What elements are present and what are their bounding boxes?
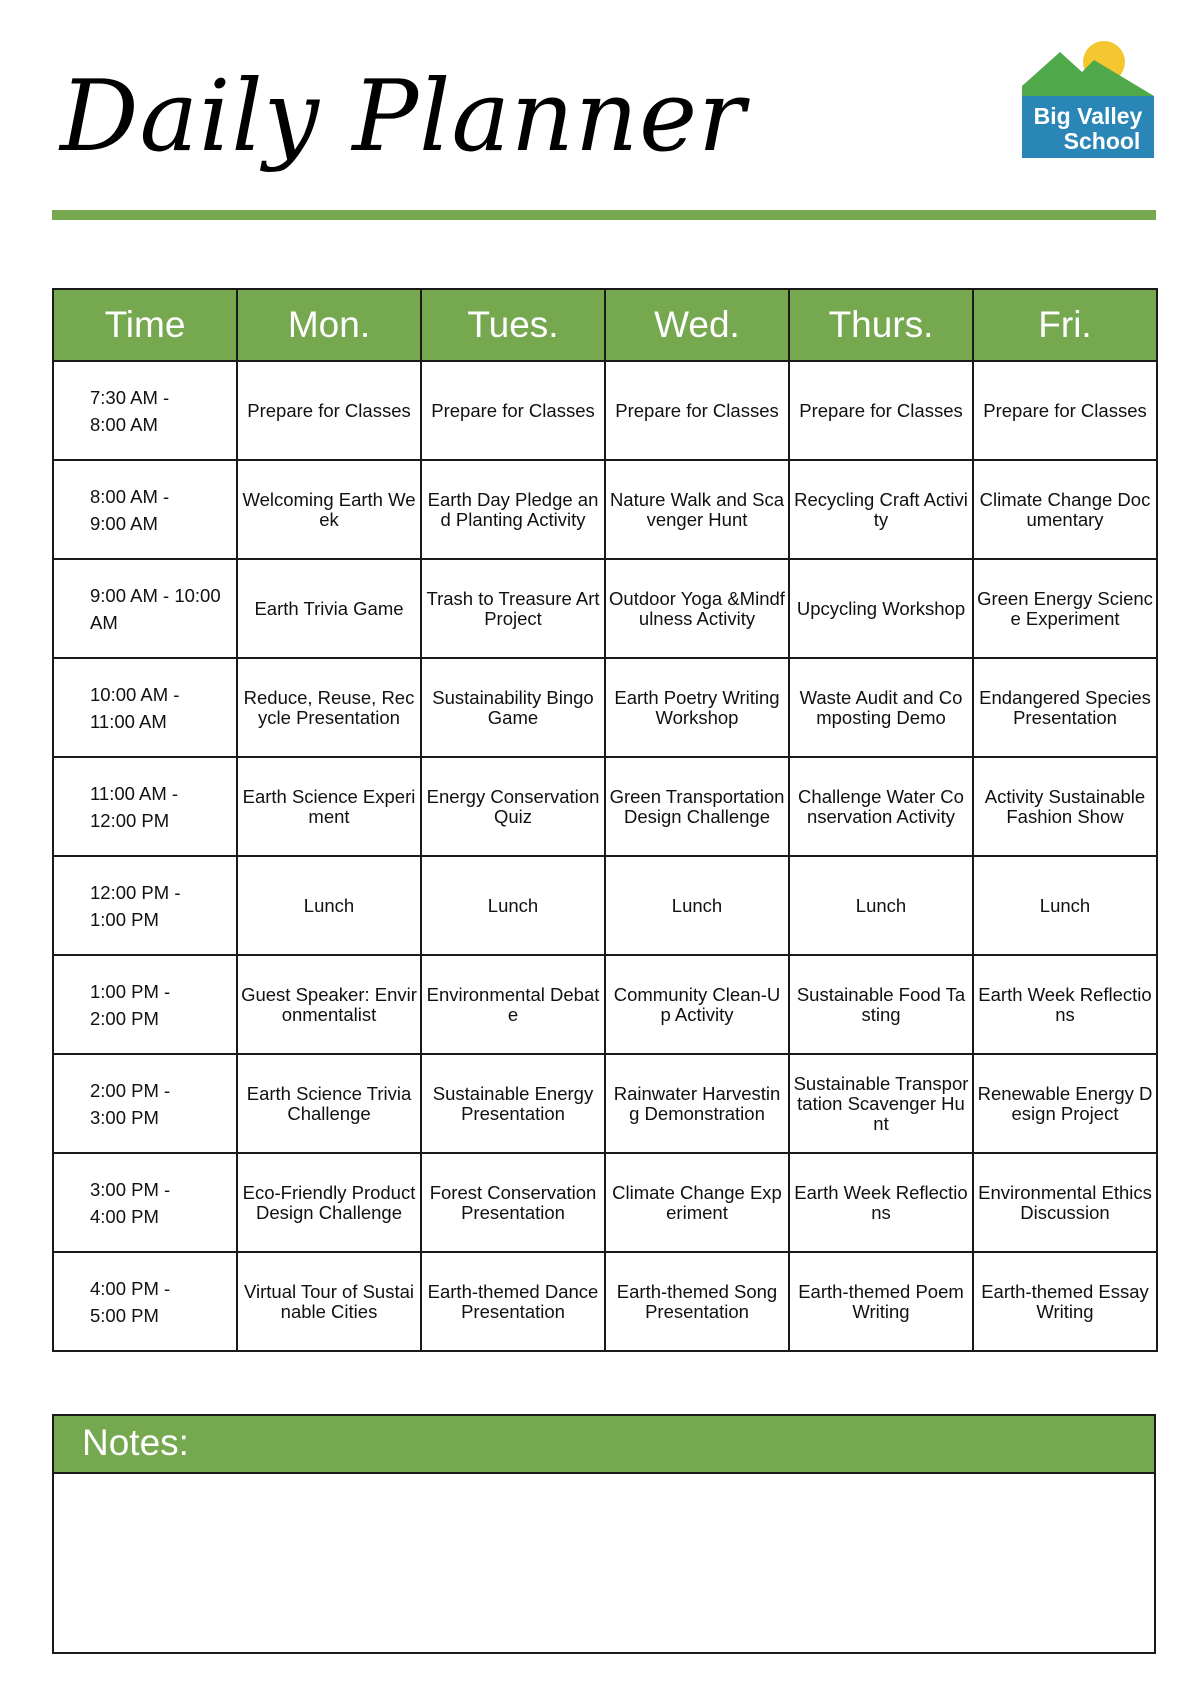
school-logo — [1020, 40, 1156, 158]
time-slot — [53, 757, 237, 856]
activity-cell: Green Energy Science Experiment — [973, 559, 1157, 658]
time-slot — [53, 559, 237, 658]
activity-cell: Lunch — [789, 856, 973, 955]
activity-cell: Earth-themed Song Presentation — [605, 1252, 789, 1351]
time-slot — [53, 658, 237, 757]
time-label: 11:00 AM - — [90, 782, 179, 804]
notes-header — [52, 1414, 1156, 1474]
schedule-row — [53, 460, 1157, 559]
activity-cell: Virtual Tour of Sustainable Cities — [237, 1252, 421, 1351]
activity-cell: Earth-themed Poem Writing — [789, 1252, 973, 1351]
time-slot — [53, 856, 237, 955]
time-label: 1:00 PM - — [90, 980, 171, 1002]
activity-cell: Climate Change Experiment — [605, 1153, 789, 1252]
time-label: 10:00 AM - — [90, 683, 180, 705]
time-slot — [53, 955, 237, 1054]
activity-cell: Eco-Friendly Product Design Challenge — [237, 1153, 421, 1252]
activity-cell: Climate Change Documentary — [973, 460, 1157, 559]
activity-cell: Challenge Water Conservation Activity — [789, 757, 973, 856]
time-label: 3:00 PM — [90, 1106, 159, 1128]
header-time: Time — [53, 289, 237, 361]
activity-cell: Green Transportation Design Challenge — [605, 757, 789, 856]
logo-text: Big Valley — [1033, 103, 1143, 129]
time-slot — [53, 1153, 237, 1252]
time-label: 12:00 PM — [90, 809, 170, 831]
time-label: 2:00 PM — [90, 1007, 159, 1029]
schedule-row — [53, 361, 1157, 460]
time-slot — [53, 1252, 237, 1351]
time-label: 8:00 AM — [90, 413, 158, 435]
logo-text: School — [1063, 128, 1141, 154]
activity-cell: Rainwater Harvesting Demonstration — [605, 1054, 789, 1153]
activity-cell: Energy Conservation Quiz — [421, 757, 605, 856]
activity-cell: Sustainability Bingo Game — [421, 658, 605, 757]
time-label: 4:00 PM — [90, 1205, 159, 1227]
activity-cell: Guest Speaker: Environmentalist — [237, 955, 421, 1054]
time-label: 7:30 AM - — [90, 386, 170, 408]
activity-cell: Environmental Debate — [421, 955, 605, 1054]
activity-cell: Earth-themed Dance Presentation — [421, 1252, 605, 1351]
schedule-row — [53, 1153, 1157, 1252]
schedule-row — [53, 955, 1157, 1054]
activity-cell: Prepare for Classes — [421, 361, 605, 460]
activity-cell: Welcoming Earth Week — [237, 460, 421, 559]
header-row — [53, 289, 1157, 361]
activity-cell: Lunch — [421, 856, 605, 955]
schedule-row — [53, 856, 1157, 955]
activity-cell: Sustainable Food Tasting — [789, 955, 973, 1054]
activity-cell: Reduce, Reuse, Recycle Presentation — [237, 658, 421, 757]
time-label: 11:00 AM — [90, 710, 167, 732]
notes-area[interactable] — [52, 1472, 1156, 1654]
activity-cell: Activity Sustainable Fashion Show — [973, 757, 1157, 856]
time-slot — [53, 361, 237, 460]
activity-cell: Sustainable Transportation Scavenger Hunt — [789, 1054, 973, 1153]
schedule-row — [53, 1054, 1157, 1153]
activity-cell: Prepare for Classes — [237, 361, 421, 460]
time-label: 1:00 PM — [90, 908, 159, 930]
activity-cell: Outdoor Yoga &Mindfulness Activity — [605, 559, 789, 658]
time-slot — [53, 460, 237, 559]
time-label: 2:00 PM - — [90, 1079, 171, 1101]
activity-cell: Earth Trivia Game — [237, 559, 421, 658]
activity-cell: Earth Science Experiment — [237, 757, 421, 856]
activity-cell: Forest Conservation Presentation — [421, 1153, 605, 1252]
activity-cell: Nature Walk and Scavenger Hunt — [605, 460, 789, 559]
activity-cell: Upcycling Workshop — [789, 559, 973, 658]
header-day: Mon. — [237, 289, 421, 361]
activity-cell: Earth-themed Essay Writing — [973, 1252, 1157, 1351]
page-title: Daily Planner — [60, 60, 746, 174]
time-label: 12:00 PM - — [90, 881, 181, 903]
activity-cell: Prepare for Classes — [605, 361, 789, 460]
activity-cell: Lunch — [605, 856, 789, 955]
time-label: 5:00 PM — [90, 1304, 159, 1326]
time-label: 8:00 AM - — [90, 485, 170, 507]
header-day: Fri. — [973, 289, 1157, 361]
activity-cell: Earth Week Reflections — [789, 1153, 973, 1252]
time-label: 3:00 PM - — [90, 1178, 171, 1200]
header-day: Thurs. — [789, 289, 973, 361]
activity-cell: Community Clean-Up Activity — [605, 955, 789, 1054]
title-divider — [52, 210, 1156, 220]
activity-cell: Recycling Craft Activity — [789, 460, 973, 559]
time-label: 4:00 PM - — [90, 1277, 171, 1299]
activity-cell: Environmental Ethics Discussion — [973, 1153, 1157, 1252]
activity-cell: Renewable Energy Design Project — [973, 1054, 1157, 1153]
header-day: Wed. — [605, 289, 789, 361]
activity-cell: Earth Science Trivia Challenge — [237, 1054, 421, 1153]
activity-cell: Lunch — [237, 856, 421, 955]
notes-label: Notes: — [82, 1422, 189, 1463]
header-day: Tues. — [421, 289, 605, 361]
activity-cell: Earth Poetry Writing Workshop — [605, 658, 789, 757]
schedule-row — [53, 658, 1157, 757]
activity-cell: Earth Day Pledge and Planting Activity — [421, 460, 605, 559]
time-label: 9:00 AM - 10:00 AM — [90, 584, 221, 633]
activity-cell: Endangered Species Presentation — [973, 658, 1157, 757]
activity-cell: Earth Week Reflections — [973, 955, 1157, 1054]
activity-cell: Prepare for Classes — [973, 361, 1157, 460]
time-slot — [53, 1054, 237, 1153]
activity-cell: Sustainable Energy Presentation — [421, 1054, 605, 1153]
schedule-row — [53, 1252, 1157, 1351]
activity-cell: Prepare for Classes — [789, 361, 973, 460]
schedule-row — [53, 757, 1157, 856]
schedule-row — [53, 559, 1157, 658]
activity-cell: Lunch — [973, 856, 1157, 955]
activity-cell: Waste Audit and Composting Demo — [789, 658, 973, 757]
activity-cell: Trash to Treasure Art Project — [421, 559, 605, 658]
schedule-table — [52, 288, 1158, 1352]
time-label: 9:00 AM — [90, 512, 158, 534]
